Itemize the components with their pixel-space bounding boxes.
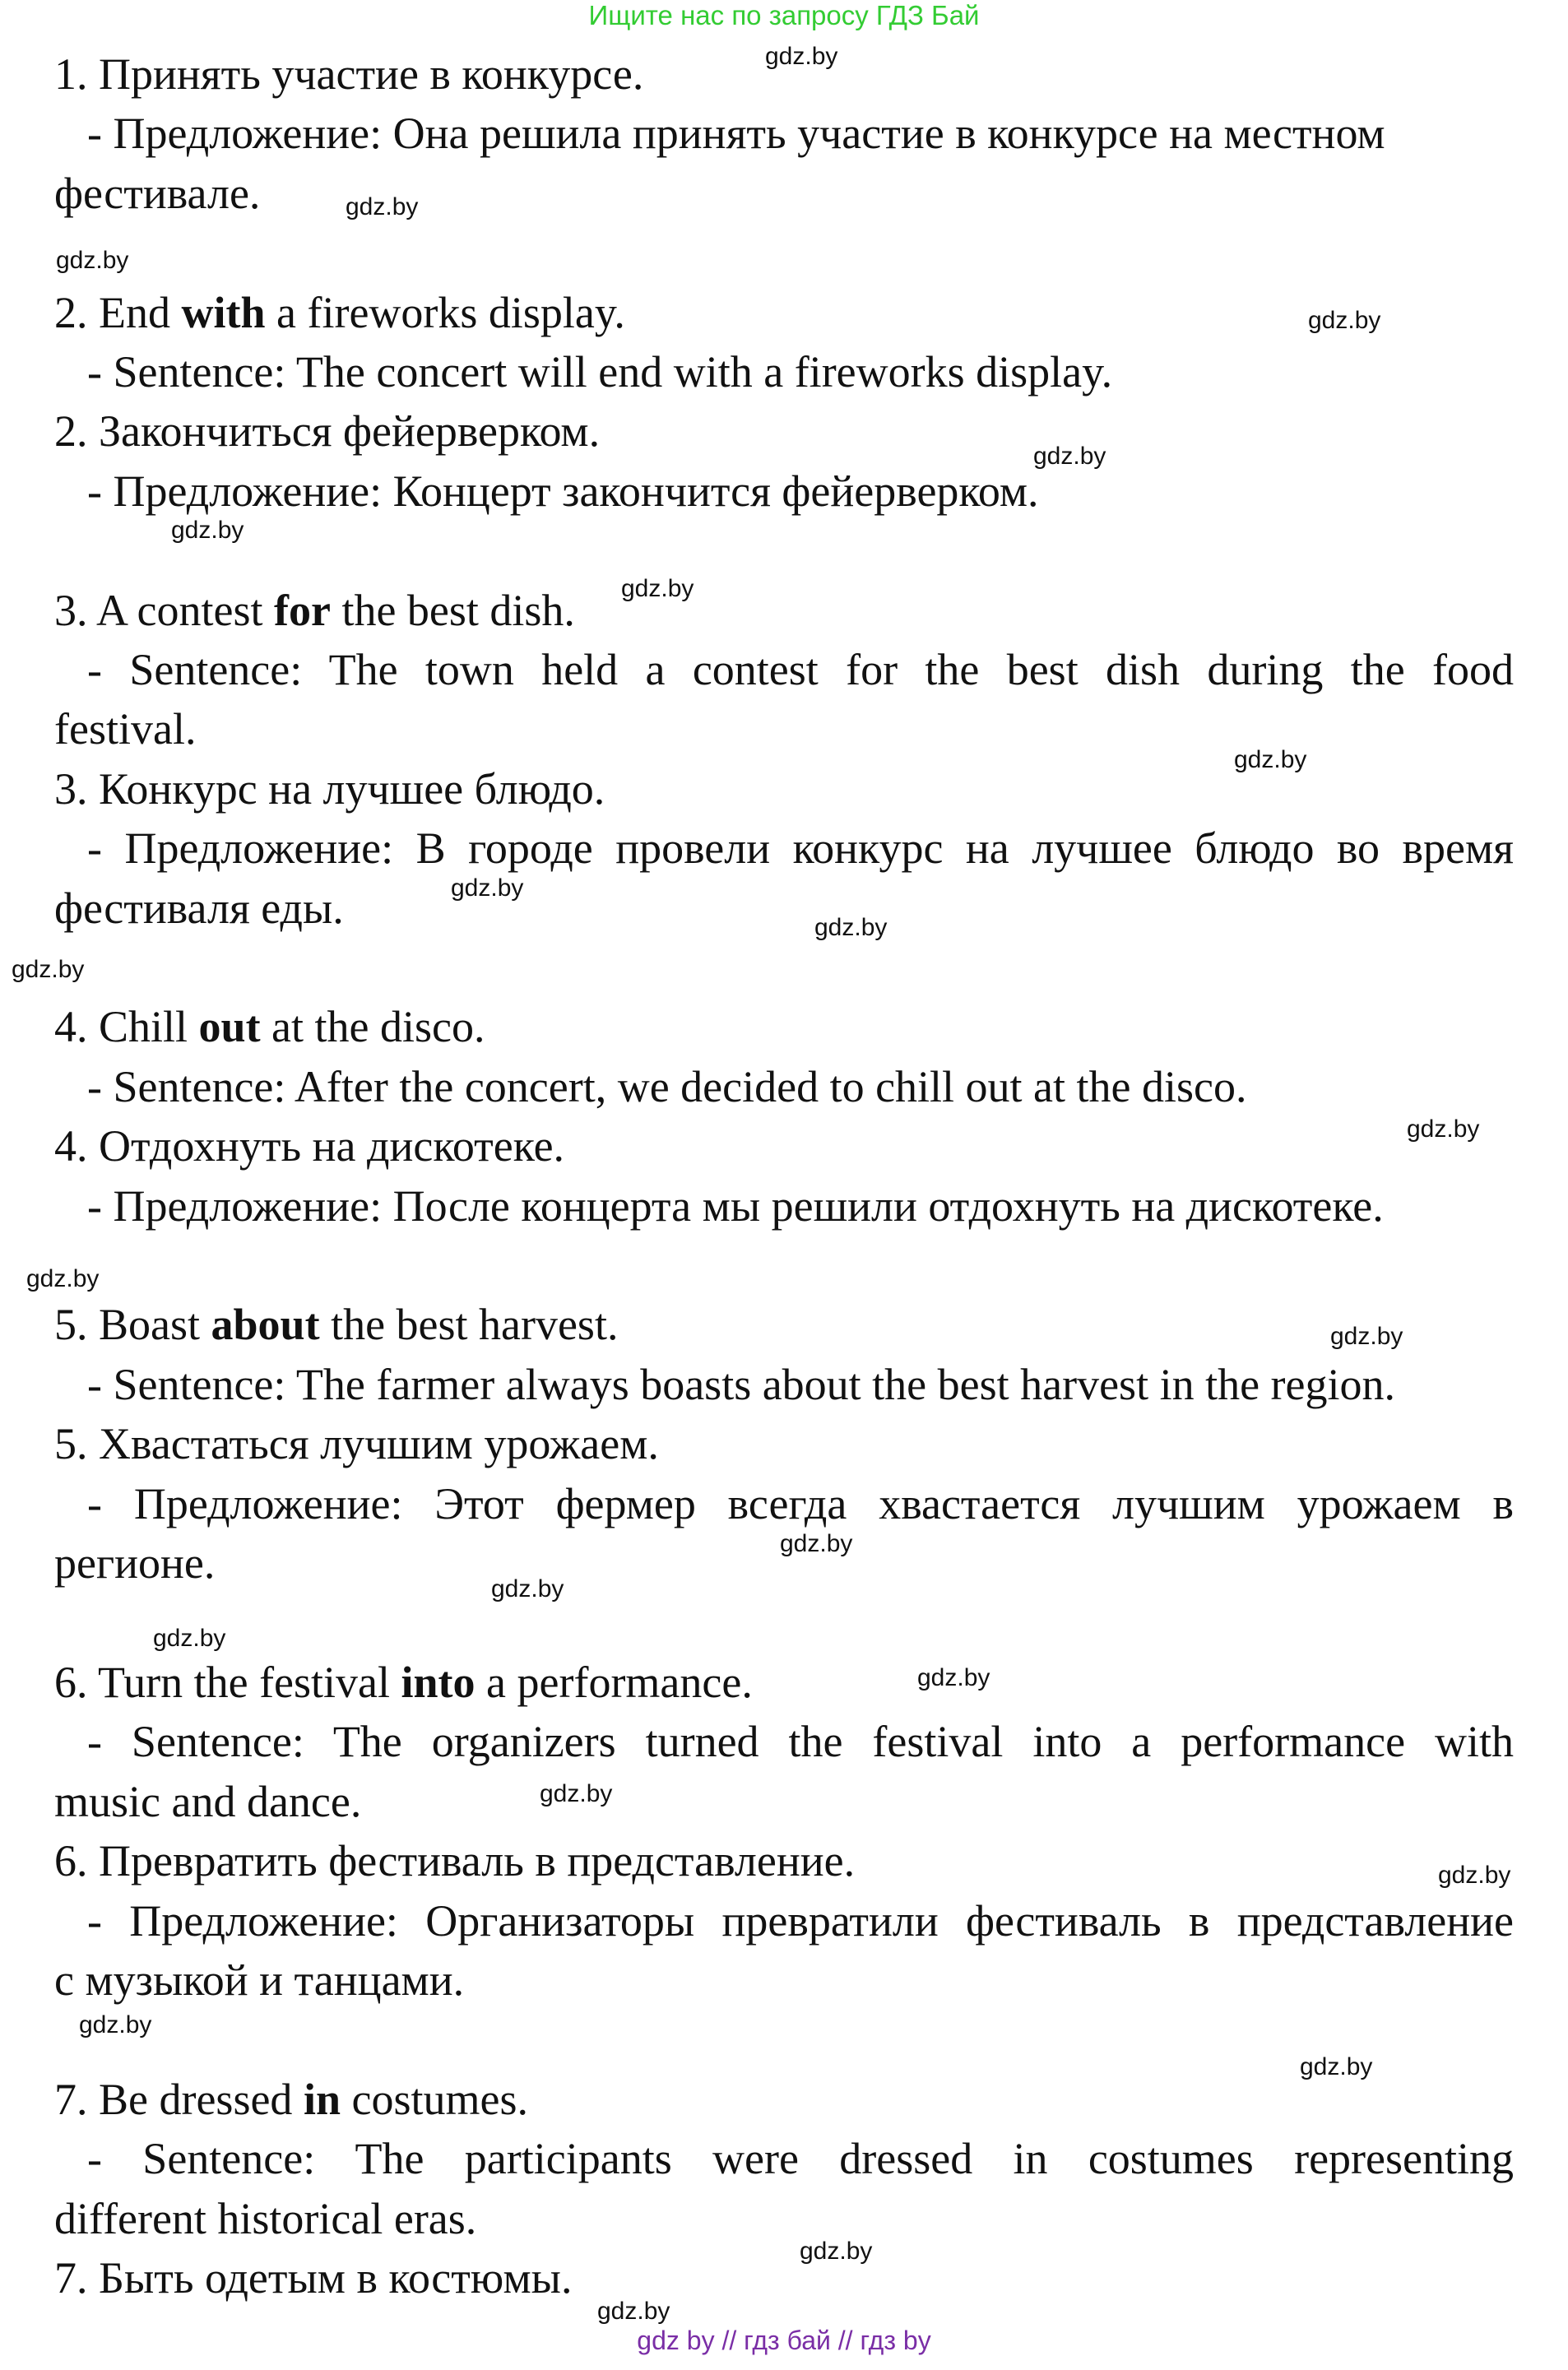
watermark: gdz.by <box>1033 443 1106 470</box>
phrase-text: 7. Be dressed <box>54 2074 304 2124</box>
phrase-text: 5. Boast <box>54 1300 211 1350</box>
watermark: gdz.by <box>346 193 419 220</box>
footer-links[interactable]: gdz by // гдз бай // гдз by <box>637 2326 931 2355</box>
watermark: gdz.by <box>153 1625 226 1652</box>
phrase-text: 6. Turn the festival <box>54 1657 401 1707</box>
watermark: gdz.by <box>621 575 694 602</box>
item-2-en-sentence: - Sentence: The concert will end with a fireworks display. <box>87 347 1113 397</box>
phrase-text: 2. End <box>54 287 182 337</box>
item-6-en-sentence-line1: - Sentence: The organizers turned the festival into a performance with <box>87 1717 1514 1767</box>
item-7-ru-phrase: 7. Быть одетым в костюмы. <box>54 2252 573 2303</box>
item-6-ru-sentence-line2: с музыкой и танцами. <box>54 1955 465 2005</box>
spacer <box>54 1593 1514 1653</box>
item-6-en-sentence-line2: music and dance. <box>54 1776 362 1826</box>
item-5-en-sentence: - Sentence: The farmer always boasts about the best harvest in the region. <box>87 1359 1395 1409</box>
watermark: gdz.by <box>780 1530 853 1557</box>
item-4-ru-sentence: - Предложение: После концерта мы решили отдохнуть на дискотеке. <box>87 1180 1384 1231</box>
spacer <box>54 938 1514 997</box>
watermark: gdz.by <box>1407 1115 1480 1143</box>
bold-preposition: in <box>303 2074 341 2124</box>
item-1-sentence-line1: - Предложение: Она решила принять участие в конкурсе на местном <box>87 109 1385 159</box>
watermark: gdz.by <box>814 914 888 941</box>
phrase-text: costumes. <box>340 2074 528 2124</box>
item-4-ru-phrase: 4. Отдохнуть на дискотеке. <box>54 1121 565 1171</box>
item-1-phrase: 1. Принять участие в конкурсе. <box>54 49 644 99</box>
watermark: gdz.by <box>1438 1862 1511 1889</box>
spacer <box>54 223 1514 282</box>
bold-preposition: into <box>401 1657 476 1707</box>
watermark: gdz.by <box>765 43 838 70</box>
watermark: gdz.by <box>1300 2053 1373 2080</box>
spacer <box>54 1236 1514 1295</box>
phrase-text: 4. Chill <box>54 1002 199 1052</box>
item-5-en-phrase <box>54 1295 1514 1354</box>
bold-preposition: about <box>211 1300 320 1350</box>
item-3-ru-sentence-line2: фестиваля еды. <box>54 883 344 933</box>
item-5-ru-sentence-line2: регионе. <box>54 1538 216 1589</box>
watermark: gdz.by <box>917 1664 990 1691</box>
watermark: gdz.by <box>1308 307 1381 334</box>
item-6-ru-phrase: 6. Превратить фестиваль в представление. <box>54 1836 856 1886</box>
watermark: gdz.by <box>79 2011 152 2038</box>
item-6-ru-sentence-line1: - Предложение: Организаторы превратили фестиваль в представление <box>87 1895 1514 1946</box>
spacer <box>54 2010 1514 2069</box>
watermark: gdz.by <box>56 247 129 274</box>
watermark: gdz.by <box>12 956 85 983</box>
spacer <box>54 521 1514 580</box>
watermark: gdz.by <box>491 1575 564 1602</box>
item-2-ru-phrase: 2. Закончиться фейерверком. <box>54 406 601 457</box>
bold-preposition: with <box>181 287 266 337</box>
watermark: gdz.by <box>1330 1323 1403 1350</box>
item-3-en-sentence-line2: festival. <box>54 704 197 754</box>
watermark: gdz.by <box>451 874 524 902</box>
item-3-ru-phrase: 3. Конкурс на лучшее блюдо. <box>54 763 605 814</box>
item-3-ru-sentence-line1: - Предложение: В городе провели конкурс на лучшее блюдо во время <box>87 823 1514 874</box>
phrase-text: a performance. <box>475 1657 753 1707</box>
phrase-text: the best harvest. <box>319 1300 619 1350</box>
watermark: gdz.by <box>171 517 244 544</box>
phrase-text: at the disco. <box>260 1002 485 1052</box>
item-7-en-sentence-line2: different historical eras. <box>54 2193 477 2243</box>
item-2-ru-sentence: - Предложение: Концерт закончится фейерверком. <box>87 466 1039 516</box>
item-2-en-phrase <box>54 283 1514 342</box>
watermark: gdz.by <box>800 2238 873 2265</box>
phrase-text: the best dish. <box>330 585 575 635</box>
item-7-en-sentence-line1: - Sentence: The participants were dressed in costumes representing <box>87 2134 1514 2184</box>
item-1-sentence-line2: фестивале. <box>54 168 261 218</box>
item-3-en-phrase <box>54 581 1514 640</box>
bold-preposition: for <box>274 585 331 635</box>
phrase-text: 3. A contest <box>54 585 274 635</box>
bold-preposition: out <box>198 1002 261 1052</box>
top-banner[interactable]: Ищите нас по запросу ГДЗ Бай <box>588 0 980 30</box>
item-7-en-phrase <box>54 2070 1514 2129</box>
item-4-en-phrase <box>54 997 1514 1056</box>
phrase-text: a fireworks display. <box>265 287 625 337</box>
item-5-ru-phrase: 5. Хвастаться лучшим урожаем. <box>54 1419 659 1469</box>
item-5-ru-sentence-line1: - Предложение: Этот фермер всегда хвастается лучшим урожаем в <box>87 1478 1514 1528</box>
item-3-en-sentence-line1: - Sentence: The town held a contest for the best dish during the food <box>87 645 1514 695</box>
watermark: gdz.by <box>597 2298 670 2325</box>
exercise-content <box>54 44 1514 2307</box>
watermark: gdz.by <box>1234 746 1307 773</box>
watermark: gdz.by <box>26 1265 100 1292</box>
watermark: gdz.by <box>540 1780 613 1807</box>
item-6-en-phrase <box>54 1653 1514 1712</box>
item-4-en-sentence: - Sentence: After the concert, we decided to chill out at the disco. <box>87 1061 1247 1111</box>
